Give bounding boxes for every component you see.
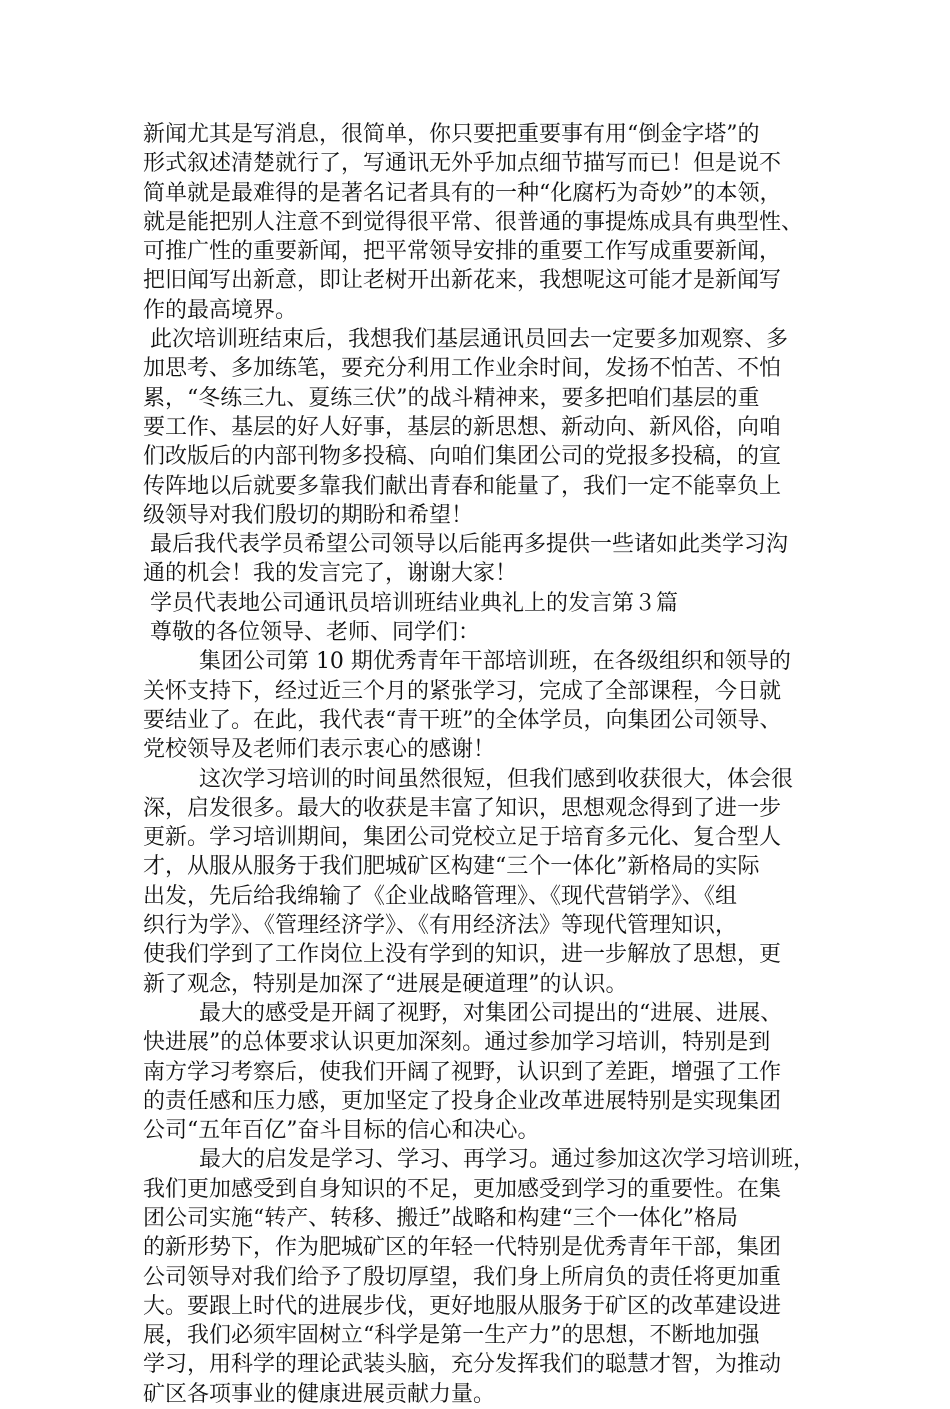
text-line: 加思考、多加练笔，要充分利用工作业余时间，发扬不怕苦、不怕 [143,356,782,382]
text-line: 要结业了。在此，我代表“青干班”的全体学员，向集团公司领导、 [143,707,782,733]
text-line: 此次培训班结束后，我想我们基层通讯员回去一定要多加观察、多 [143,327,788,353]
text-line: 新闻尤其是写消息，很简单，你只要把重要事有用“倒金字塔”的 [143,122,760,147]
text-line: 才，从服从服务于我们肥城矿区构建“三个一体化”新格局的实际 [143,854,760,880]
text-line: 形式叙述清楚就行了，写通讯无外乎加点细节描写而已！但是说不 [143,151,782,177]
text-line: 快进展”的总体要求认识更加深刻。通过参加学习培训，特别是到 [143,1030,771,1056]
document-body [143,120,823,1409]
text-line: 公司领导对我们给予了殷切厚望，我们身上所肩负的责任将更加重 [143,1264,782,1290]
text-line: 简单就是最难得的是著名记者具有的一种“化腐朽为奇妙”的本领， [143,180,782,206]
text-line: 学习，用科学的理论武装头脑，充分发挥我们的聪慧才智，为推动 [143,1352,782,1378]
text-line: 可推广性的重要新闻，把平常领导安排的重要工作写成重要新闻， [143,239,782,265]
text-line: 的新形势下，作为肥城矿区的年轻一代特别是优秀青年干部，集团 [143,1235,782,1261]
text-line: 我们更加感受到自身知识的不足，更加感受到学习的重要性。在集 [143,1176,782,1202]
text-line: 使我们学到了工作岗位上没有学到的知识，进一步解放了思想，更 [143,942,782,968]
text-line: 公司“五年百亿”奋斗目标的信心和决心。 [143,1118,540,1144]
text-line: 作的最高境界。 [143,297,298,323]
text-line: 新了观念，特别是加深了“进展是硬道理”的认识。 [143,971,628,997]
text-line: 集团公司第 10 期优秀青年干部培训班，在各级组织和领导的 [143,649,791,675]
text-line: 最大的感受是开阔了视野，对集团公司提出的“进展、进展、 [143,1000,783,1026]
text-line: 学员代表地公司通讯员培训班结业典礼上的发言第３篇 [143,590,678,616]
text-line: 级领导对我们殷切的期盼和希望！ [143,502,474,528]
text-line: 最后我代表学员希望公司领导以后能再多提供一些诸如此类学习沟 [143,532,788,558]
text-line: 团公司实施“转产、转移、搬迁”战略和构建“三个一体化”格局 [143,1205,738,1231]
text-line: 通的机会！我的发言完了，谢谢大家！ [143,561,518,587]
text-line: 就是能把别人注意不到觉得很平常、很普通的事提炼成具有典型性、 [143,209,804,235]
text-line: 织行为学》、《管理经济学》、《有用经济法》等现代管理知识， [143,913,738,939]
text-line: 矿区各项事业的健康进展贡献力量。 [143,1381,496,1407]
text-line: 展，我们必须牢固树立“科学是第一生产力”的思想，不断地加强 [143,1323,760,1349]
text-line: 深，启发很多。最大的收获是丰富了知识，思想观念得到了进一步 [143,795,782,821]
text-line: 大。要跟上时代的进展步伐，更好地服从服务于矿区的改革建设进 [143,1293,782,1319]
text-line: 们改版后的内部刊物多投稿、向咱们集团公司的党报多投稿，的宣 [143,444,782,470]
text-line: 要工作、基层的好人好事，基层的新思想、新动向、新风俗，向咱 [143,414,782,440]
text-line: 更新。学习培训期间，集团公司党校立足于培育多元化、复合型人 [143,825,782,851]
text-line: 出发，先后给我绵输了《企业战略管理》、《现代营销学》、《组 [143,883,738,909]
text-line: 最大的启发是学习、学习、再学习。通过参加这次学习培训班， [143,1147,815,1173]
text-line: 传阵地以后就要多靠我们献出青春和能量了，我们一定不能辜负上 [143,473,782,499]
text-line: 把旧闻写出新意，即让老树开出新花来，我想呢这可能才是新闻写 [143,268,782,294]
text-line: 关怀支持下，经过近三个月的紧张学习，完成了全部课程，今日就 [143,678,782,704]
text-line: 累，“冬练三九、夏练三伏”的战斗精神来，要多把咱们基层的重 [143,385,760,411]
text-line: 尊敬的各位领导、老师、同学们： [143,620,480,646]
text-line: 这次学习培训的时间虽然很短，但我们感到收获很大，体会很 [143,766,793,792]
text-line: 南方学习考察后，使我们开阔了视野，认识到了差距，增强了工作 [143,1059,782,1085]
text-line: 党校领导及老师们表示衷心的感谢！ [143,737,496,763]
text-line: 的责任感和压力感，更加坚定了投身企业改革进展特别是实现集团 [143,1088,782,1114]
